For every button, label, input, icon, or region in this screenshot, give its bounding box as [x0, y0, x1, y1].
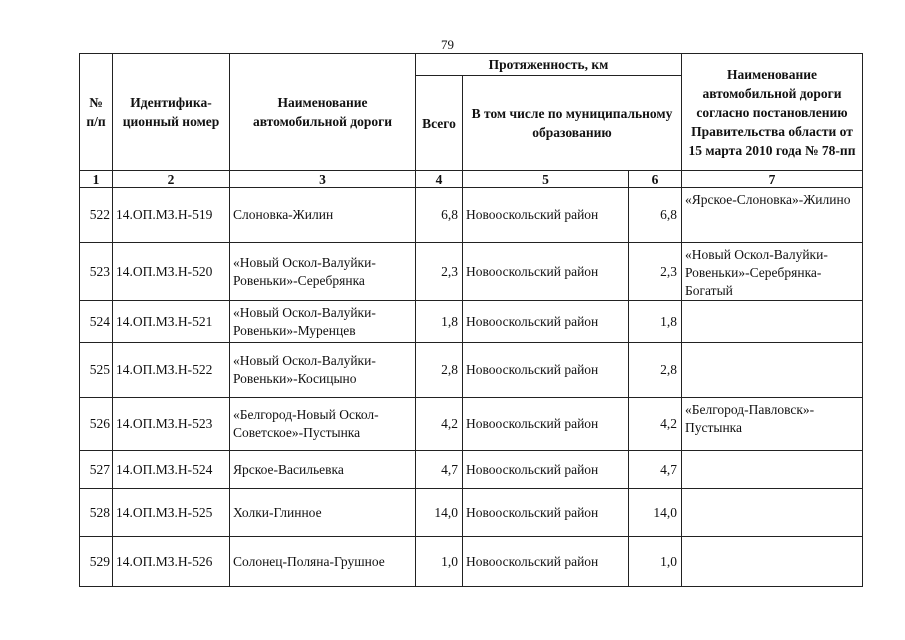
road-name: «Новый Оскол-Валуйки-Ровеньки»-Муренцев	[230, 301, 416, 343]
municipal-length: 1,0	[629, 537, 682, 587]
page-number: 79	[441, 37, 454, 52]
decree-road-name	[682, 343, 863, 398]
length-total: 6,8	[416, 188, 463, 243]
road-identifier: 14.ОП.МЗ.Н-519	[113, 188, 230, 243]
column-number: 4	[416, 171, 463, 188]
column-number: 2	[113, 171, 230, 188]
municipality: Новооскольский район	[463, 188, 629, 243]
header-including-municipal: В том числе по муниципальному образованию	[463, 76, 682, 171]
row-number: 523	[80, 243, 113, 301]
row-number: 524	[80, 301, 113, 343]
length-total: 2,8	[416, 343, 463, 398]
road-identifier: 14.ОП.МЗ.Н-524	[113, 451, 230, 489]
column-number: 1	[80, 171, 113, 188]
road-identifier: 14.ОП.МЗ.Н-520	[113, 243, 230, 301]
municipal-length: 1,8	[629, 301, 682, 343]
municipality: Новооскольский район	[463, 301, 629, 343]
road-name: Ярское-Васильевка	[230, 451, 416, 489]
row-number: 525	[80, 343, 113, 398]
table-row	[80, 343, 863, 398]
decree-road-name	[682, 301, 863, 343]
road-identifier: 14.ОП.МЗ.Н-526	[113, 537, 230, 587]
road-name: Солонец-Поляна-Грушное	[230, 537, 416, 587]
municipal-length: 14,0	[629, 489, 682, 537]
row-number: 526	[80, 398, 113, 451]
table-row	[80, 489, 863, 537]
length-total: 4,2	[416, 398, 463, 451]
table-row	[80, 243, 863, 301]
road-identifier: 14.ОП.МЗ.Н-521	[113, 301, 230, 343]
length-total: 2,3	[416, 243, 463, 301]
road-identifier: 14.ОП.МЗ.Н-525	[113, 489, 230, 537]
municipality: Новооскольский район	[463, 489, 629, 537]
length-total: 1,8	[416, 301, 463, 343]
municipality: Новооскольский район	[463, 343, 629, 398]
decree-road-name: «Новый Оскол-Валуйки-Ровеньки»-Серебрянка-Богатый	[682, 243, 863, 301]
municipal-length: 4,7	[629, 451, 682, 489]
table-row	[80, 301, 863, 343]
column-number: 6	[629, 171, 682, 188]
municipal-length: 6,8	[629, 188, 682, 243]
roads-table	[79, 53, 863, 587]
road-name: «Новый Оскол-Валуйки-Ровеньки»-Косицыно	[230, 343, 416, 398]
header-identifier: Идентифика-ционный номер	[113, 54, 230, 171]
table-row	[80, 398, 863, 451]
column-number: 7	[682, 171, 863, 188]
column-number: 3	[230, 171, 416, 188]
header-road-name: Наименование автомобильной дороги	[230, 54, 416, 171]
decree-road-name: «Ярское-Слоновка»-Жилино	[682, 188, 863, 243]
table-row	[80, 188, 863, 243]
municipality: Новооскольский район	[463, 398, 629, 451]
municipality: Новооскольский район	[463, 243, 629, 301]
decree-road-name	[682, 537, 863, 587]
municipality: Новооскольский район	[463, 451, 629, 489]
municipal-length: 2,8	[629, 343, 682, 398]
road-identifier: 14.ОП.МЗ.Н-523	[113, 398, 230, 451]
length-total: 4,7	[416, 451, 463, 489]
header-total: Всего	[416, 76, 463, 171]
road-name: «Белгород-Новый Оскол-Советское»-Пустынка	[230, 398, 416, 451]
row-number: 522	[80, 188, 113, 243]
municipal-length: 2,3	[629, 243, 682, 301]
decree-road-name	[682, 451, 863, 489]
road-identifier: 14.ОП.МЗ.Н-522	[113, 343, 230, 398]
row-number: 529	[80, 537, 113, 587]
row-number: 528	[80, 489, 113, 537]
header-num: № п/п	[80, 54, 113, 171]
table-row	[80, 537, 863, 587]
header-decree-name: Наименование автомобильной дороги согласно постановлению Правительства области от 15 марта 2010 года № 78-пп	[682, 54, 863, 171]
road-name: «Новый Оскол-Валуйки-Ровеньки»-Серебрянка	[230, 243, 416, 301]
column-number: 5	[463, 171, 629, 188]
length-total: 14,0	[416, 489, 463, 537]
header-length-group: Протяженность, км	[416, 54, 682, 76]
row-number: 527	[80, 451, 113, 489]
road-name: Холки-Глинное	[230, 489, 416, 537]
road-name: Слоновка-Жилин	[230, 188, 416, 243]
decree-road-name: «Белгород-Павловск»-Пустынка	[682, 398, 863, 451]
table-row	[80, 451, 863, 489]
municipal-length: 4,2	[629, 398, 682, 451]
municipality: Новооскольский район	[463, 537, 629, 587]
column-numbers-row	[80, 171, 863, 188]
length-total: 1,0	[416, 537, 463, 587]
decree-road-name	[682, 489, 863, 537]
